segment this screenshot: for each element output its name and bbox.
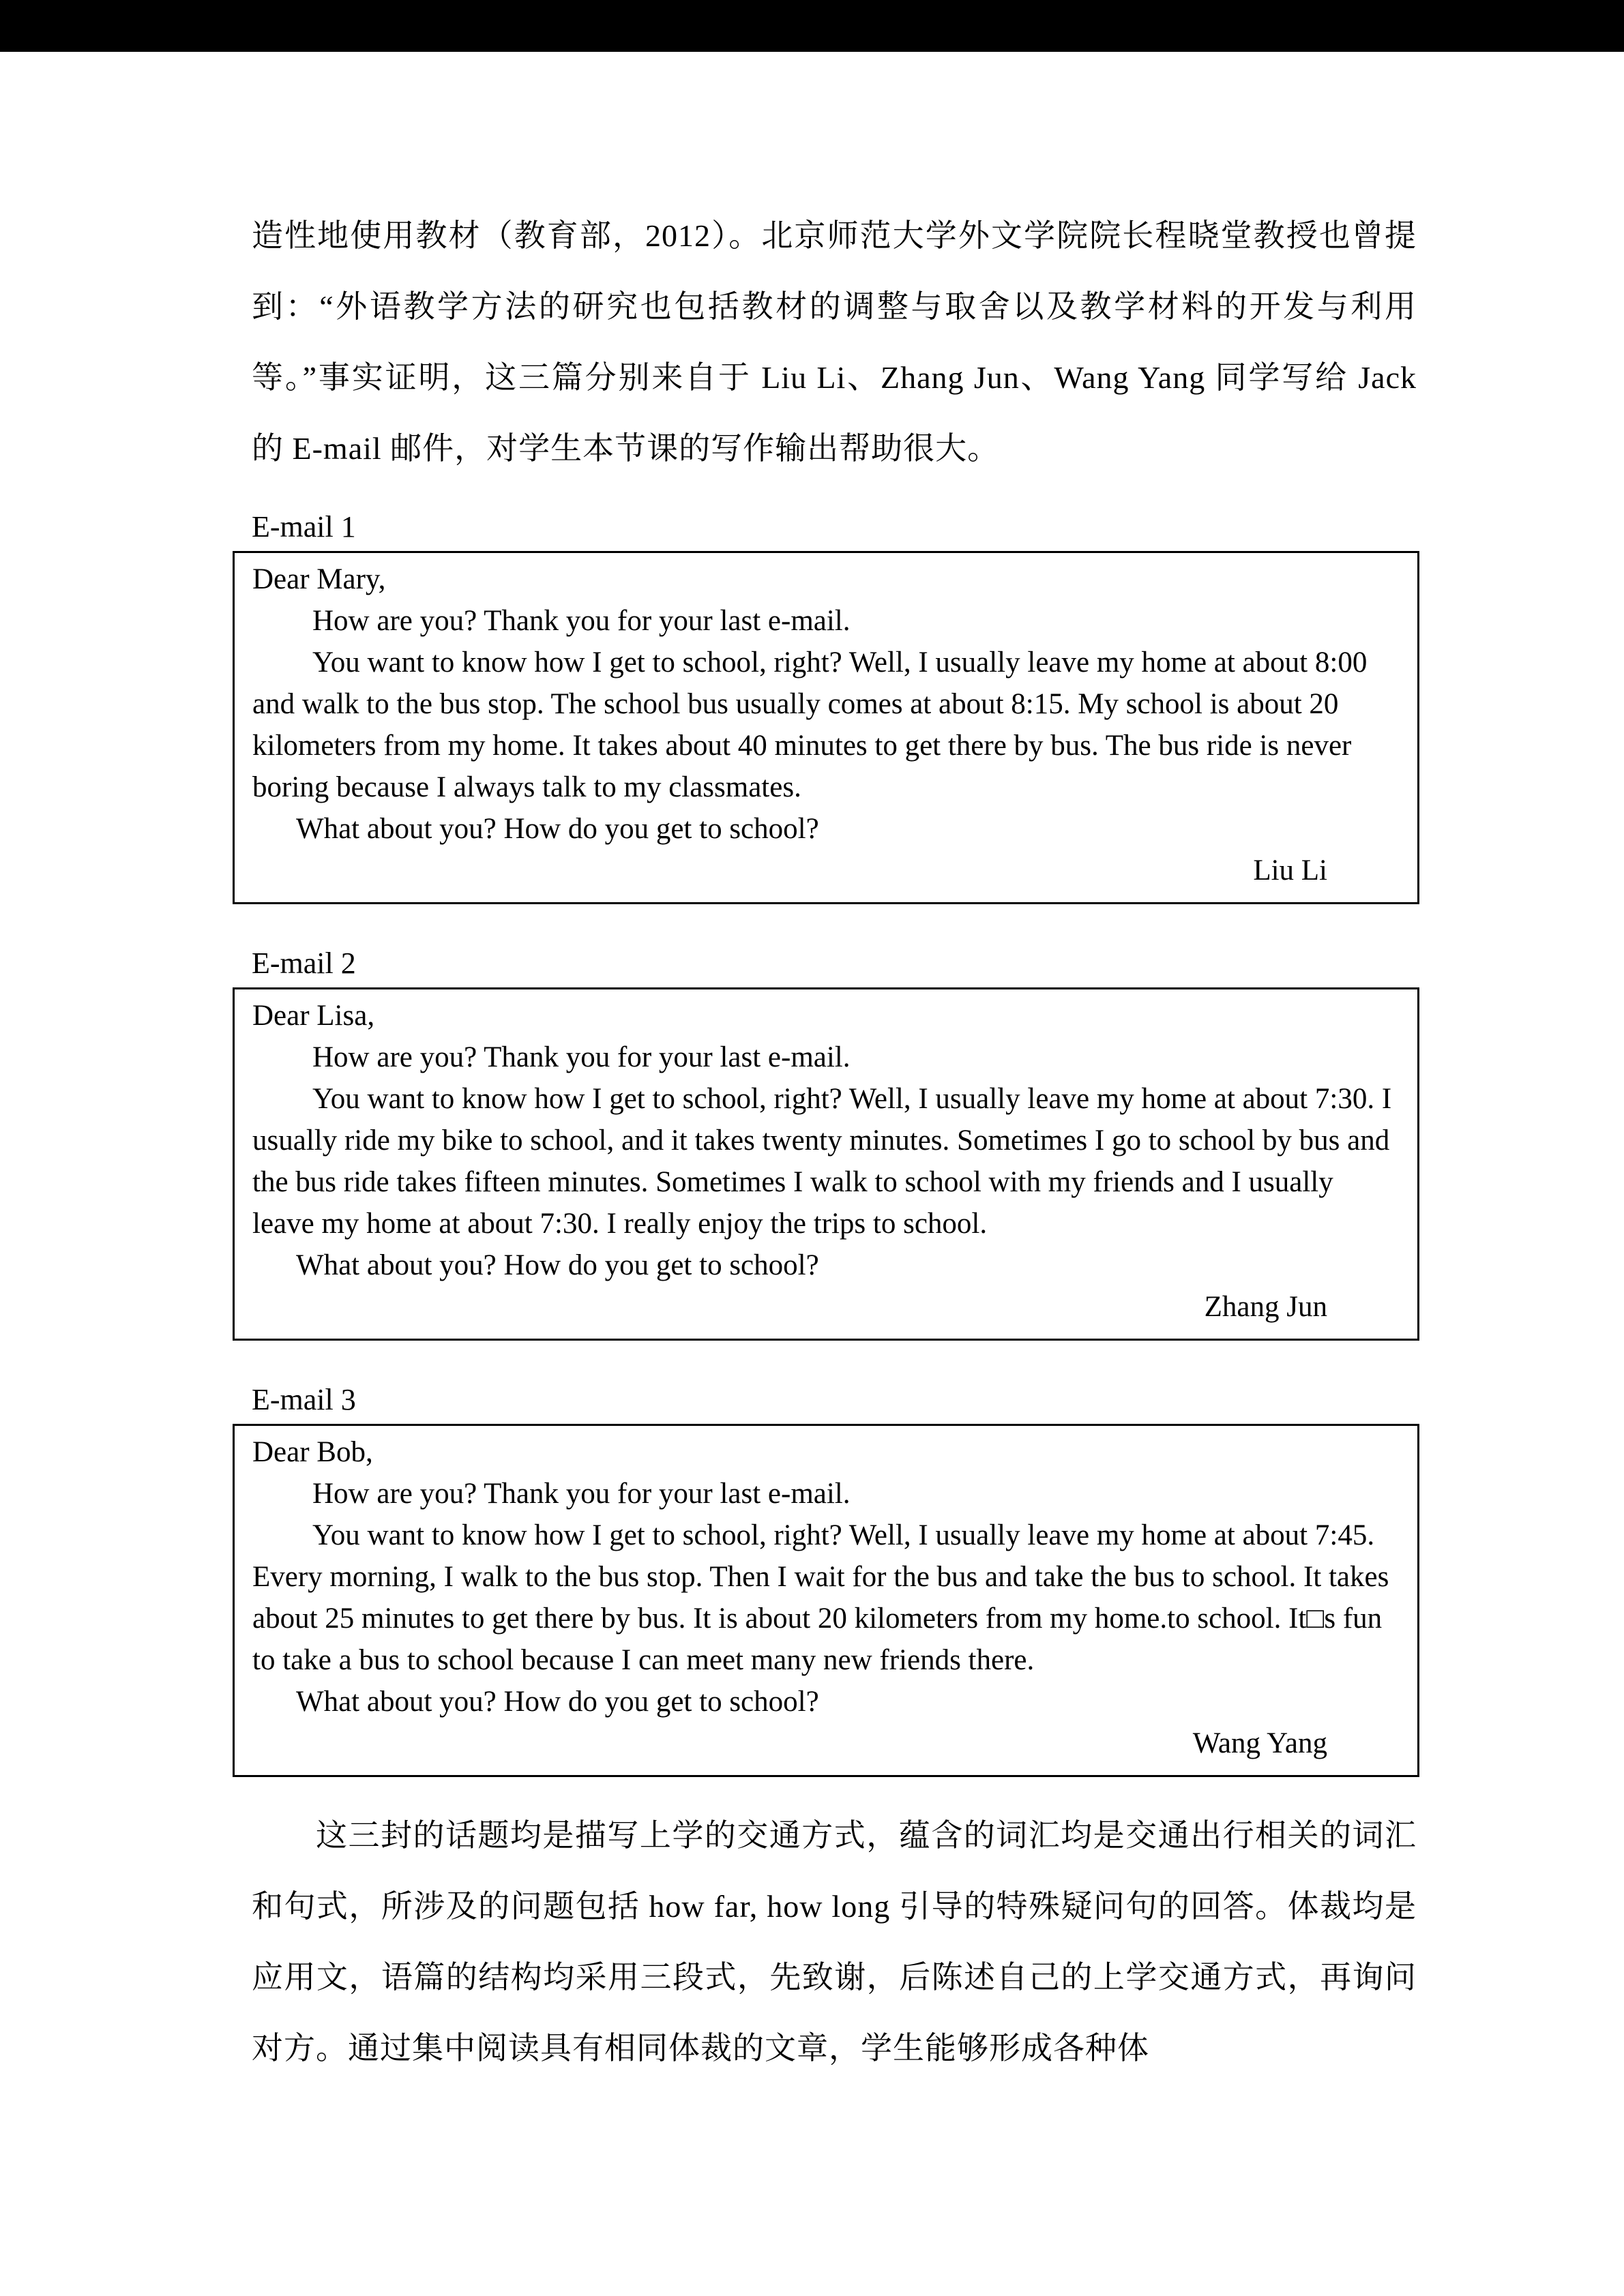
email-2-question: What about you? How do you get to school? bbox=[296, 1249, 819, 1281]
email-1-body: You want to know how I get to school, right? Well, I usually leave my home at about 8:00 and walk to the bus stop. The school bus usually comes at about 8:15. My school is about 20 kilometers from my home. It takes about 40 minutes to get there by bus. The bus ride is never boring because I always talk to my classmates. bbox=[252, 646, 1368, 803]
email-2-body: You want to know how I get to school, right? Well, I usually leave my home at about 7:30. I usually ride my bike to school, and it takes twenty minutes. Sometimes I go to school by bus and the bus ride takes fifteen minutes. Sometimes I walk to school with my friends and I usually leave my home at about 7:30. I really enjoy the trips to school. bbox=[252, 1083, 1392, 1240]
closing-paragraph: 这三封的话题均是描写上学的交通方式，蕴含的词汇均是交通出行相关的词汇和句式，所涉及的问题包括 how far, how long 引导的特殊疑问句的回答。体裁均是应用文，语篇的结构均采用三段式，先致谢，后陈述自己的上学交通方式，再询问对方。通过集中阅读具有相同体裁的文章，学生能够形成各种体 bbox=[252, 1818, 1417, 2066]
email-2-box bbox=[233, 987, 1419, 1341]
intro-paragraph: 造性地使用教材（教育部，2012）。北京师范大学外文学院院长程晓堂教授也曾提到：“外语教学方法的研究也包括教材的调整与取舍以及教学材料的开发与利用等。”事实证明，这三篇分别来自于 Liu Li、Zhang Jun、Wang Yang 同学写给 Jack 的 E-mail 邮件，对学生本节课的写作输出帮助很大。 bbox=[252, 218, 1417, 466]
email-2-label: E-mail 2 bbox=[252, 946, 356, 980]
email-section-2 bbox=[233, 946, 1419, 1341]
email-2-greeting: Dear Lisa, bbox=[252, 1000, 375, 1032]
email-3-thanks: How are you? Thank you for your last e-mail. bbox=[312, 1478, 851, 1510]
email-2-thanks: How are you? Thank you for your last e-mail. bbox=[312, 1041, 851, 1073]
scan-top-bar bbox=[0, 0, 1624, 52]
email-1-greeting: Dear Mary, bbox=[252, 563, 386, 595]
email-section-1 bbox=[233, 510, 1419, 904]
email-1-question: What about you? How do you get to school? bbox=[296, 813, 819, 845]
email-1-signature: Liu Li bbox=[1253, 854, 1327, 886]
email-3-question: What about you? How do you get to school? bbox=[296, 1686, 819, 1718]
document-page bbox=[233, 52, 1419, 2084]
email-3-body: You want to know how I get to school, right? Well, I usually leave my home at about 7:45. Every morning, I walk to the bus stop. Then I wait for the bus and take the bus to school. It takes about 25 minutes to get there by bus. It is about 20 kilometers from my home.to school. It□s fun to take a bus to school because I can meet many new friends there. bbox=[252, 1519, 1389, 1676]
email-section-3 bbox=[233, 1383, 1419, 1777]
email-1-label: E-mail 1 bbox=[252, 510, 356, 543]
email-1-thanks: How are you? Thank you for your last e-mail. bbox=[312, 605, 851, 637]
email-2-signature: Zhang Jun bbox=[1204, 1291, 1327, 1323]
email-3-greeting: Dear Bob, bbox=[252, 1436, 373, 1468]
email-3-signature: Wang Yang bbox=[1192, 1727, 1327, 1759]
email-3-label: E-mail 3 bbox=[252, 1383, 356, 1416]
email-3-box bbox=[233, 1424, 1419, 1777]
email-1-box bbox=[233, 551, 1419, 904]
